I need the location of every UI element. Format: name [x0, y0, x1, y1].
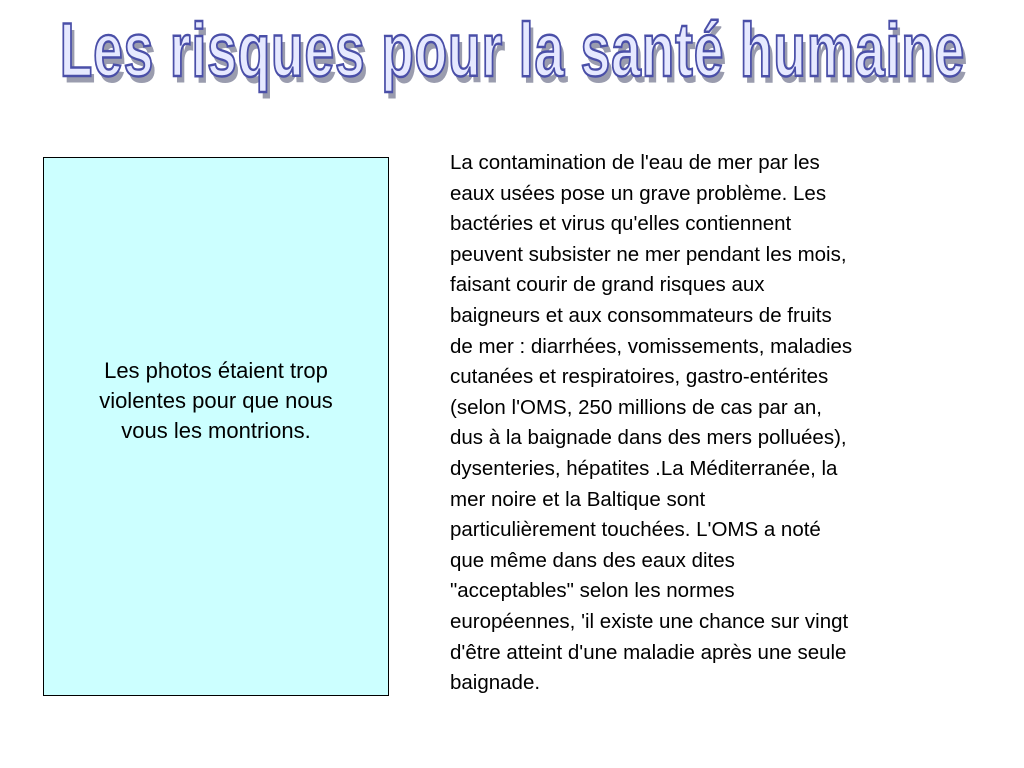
body-paragraph	[450, 148, 965, 699]
body-line: que même dans des eaux dites	[450, 548, 735, 572]
title-container	[0, 9, 1024, 114]
body-line: de mer : diarrhées, vomissements, maladies	[450, 334, 853, 358]
body-line: "acceptables" selon les normes	[450, 579, 735, 603]
slide-title: Les risques pour la santé humaine	[59, 9, 965, 94]
body-line: cutanées et respiratoires, gastro-entérites	[450, 365, 829, 389]
body-line: dysenteries, hépatites .La Méditerranée, la	[450, 456, 838, 480]
body-line: particulièrement touchées. L'OMS a noté	[450, 518, 821, 542]
body-line: baigneurs et aux consommateurs de fruits	[450, 303, 832, 327]
photo-placeholder-box	[43, 157, 389, 696]
body-line: dus à la baignade dans des mers polluées),	[450, 426, 847, 450]
body-line: eaux usées pose un grave problème. Les	[450, 181, 827, 205]
body-line: européennes, 'il existe une chance sur vingt	[450, 609, 849, 633]
body-line: mer noire et la Baltique sont	[450, 487, 706, 511]
body-line: La contamination de l'eau de mer par les	[450, 151, 820, 174]
body-line: bactéries et virus qu'elles contiennent	[450, 212, 792, 236]
body-line: faisant courir de grand risques aux	[450, 273, 765, 297]
body-line: baignade.	[450, 671, 541, 695]
body-line: peuvent subsister ne mer pendant les mois,	[450, 242, 847, 266]
body-line: d'être atteint d'une maladie après une seule	[450, 640, 847, 664]
body-line: (selon l'OMS, 250 millions de cas par an,	[450, 395, 822, 419]
photo-placeholder-text: Les photos étaient trop violentes pour que nous vous les montrions.	[99, 357, 333, 443]
